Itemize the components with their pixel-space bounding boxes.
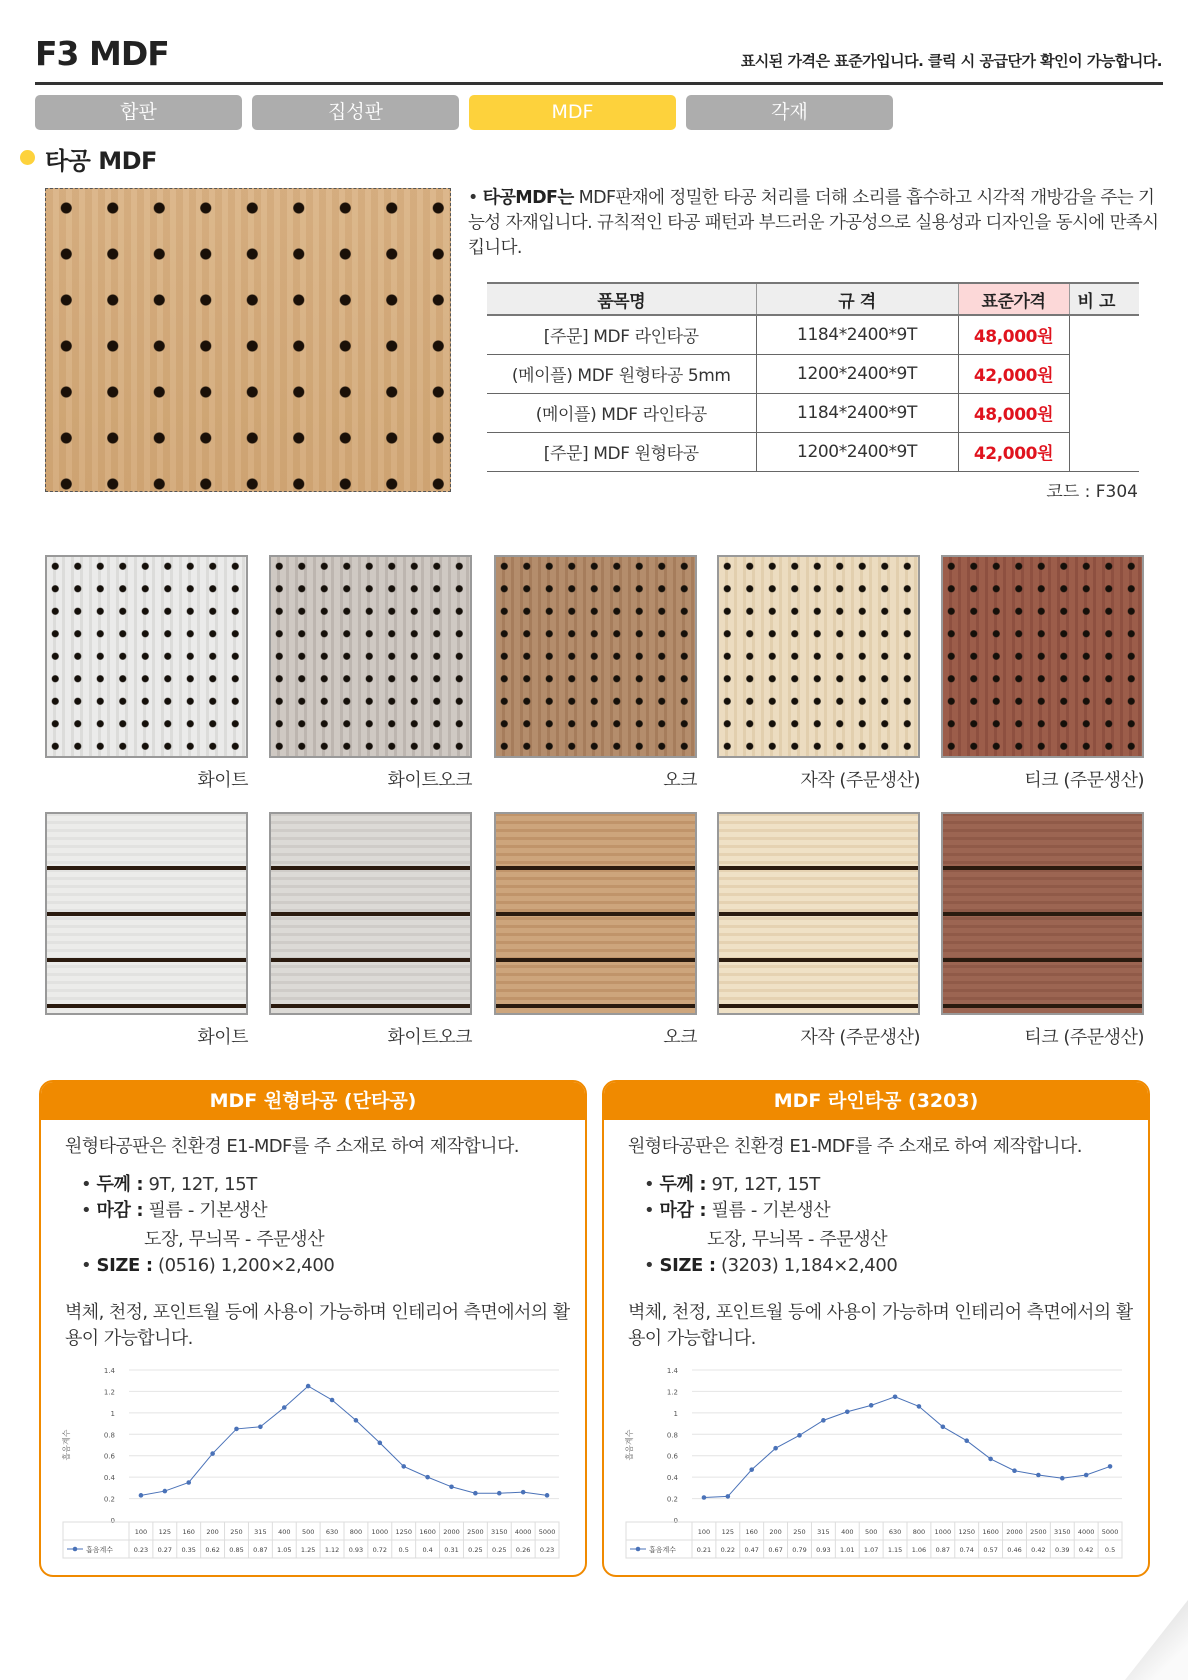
data-point (964, 1438, 969, 1443)
data-point (234, 1427, 239, 1432)
x-tick-label: 2500 (467, 1528, 484, 1536)
tab-lumber[interactable]: 각재 (686, 95, 893, 130)
y-tick-label: 1.4 (103, 1367, 115, 1375)
data-point (449, 1484, 454, 1489)
data-label: 0.57 (983, 1546, 998, 1554)
data-point (773, 1446, 778, 1451)
box-intro: 원형타공판은 친환경 E1-MDF를 주 소재로 하여 제작합니다. (628, 1136, 1082, 1157)
data-point (330, 1398, 335, 1403)
data-label: 0.74 (959, 1546, 974, 1554)
data-label: 1.01 (840, 1546, 855, 1554)
data-label: 1.05 (277, 1546, 292, 1554)
data-label: 0.23 (539, 1546, 555, 1554)
swatch-label: 자작 (주문생산) (800, 770, 920, 791)
data-label: 0.4 (422, 1546, 433, 1554)
spec-list (644, 1172, 897, 1279)
x-tick-label: 100 (134, 1528, 148, 1536)
legend-marker (636, 1547, 641, 1552)
item-name: (메이플) MDF 원형타공 5mm (487, 354, 756, 393)
item-name: [주문] MDF 라인타공 (487, 315, 756, 354)
spec-size: • SIZE : (0516) 1,200×2,400 (81, 1255, 335, 1276)
data-label: 0.5 (398, 1546, 409, 1554)
col-price: 표준가격 (958, 283, 1069, 315)
x-tick-label: 160 (745, 1528, 758, 1536)
y-tick-label: 0 (110, 1517, 115, 1525)
y-tick-label: 0.2 (103, 1495, 115, 1504)
x-tick-label: 160 (182, 1528, 195, 1536)
y-tick-label: 0.6 (666, 1452, 678, 1461)
y-tick-label: 1 (673, 1409, 678, 1418)
data-point (186, 1480, 191, 1485)
data-point (821, 1418, 826, 1423)
x-tick-label: 100 (697, 1528, 711, 1536)
data-point (845, 1409, 850, 1414)
data-point (893, 1394, 898, 1399)
data-label: 0.67 (768, 1546, 783, 1554)
size-label: SIZE : (96, 1255, 153, 1276)
x-tick-label: 250 (230, 1528, 243, 1536)
thickness-label: 두께 : (96, 1174, 144, 1195)
perforated-mdf-image (45, 188, 451, 492)
finish-value: 필름 - 기본생산 (706, 1200, 831, 1221)
spec-thickness: • 두께 : 9T, 12T, 15T (81, 1174, 257, 1195)
data-label: 0.21 (696, 1546, 712, 1554)
x-tick-label: 500 (301, 1528, 315, 1536)
x-tick-label: 800 (912, 1528, 926, 1536)
spec-thickness: • 두께 : 9T, 12T, 15T (644, 1174, 820, 1195)
swatch-label: 화이트오크 (387, 770, 472, 791)
x-tick-label: 200 (769, 1528, 782, 1536)
swatch-label: 자작 (주문생산) (800, 1027, 920, 1048)
x-tick-label: 1000 (371, 1528, 389, 1536)
data-label: 0.5 (1104, 1546, 1116, 1554)
data-label: 0.79 (792, 1546, 807, 1554)
box-usage: 벽체, 천정, 포인트월 등에 사용이 가능하며 인테리어 측면에서의 활용이 가능합니다. (628, 1302, 1133, 1349)
swatch-line-white-oak[interactable] (269, 812, 472, 1015)
data-label: 0.87 (253, 1546, 268, 1554)
data-label: 0.42 (1078, 1546, 1094, 1554)
product-description: • 타공MDF는 MDF판재에 정밀한 타공 처리를 더해 소리를 흡수하고 시각적 개방감을 주는 기능성 자재입니다. 규칙적인 타공 패턴과 부드러운 가공성으로 실용성과 디자인을 동시에 만족시킵니다. (468, 188, 1159, 258)
series-line (141, 1386, 547, 1495)
box-intro: 원형타공판은 친환경 E1-MDF를 주 소재로 하여 제작합니다. (65, 1136, 519, 1157)
legend-label: 흡음계수 (86, 1546, 114, 1554)
finish-label: 마감 : (96, 1200, 144, 1221)
data-point (941, 1424, 946, 1429)
x-tick-label: 125 (158, 1528, 172, 1536)
data-point (988, 1457, 993, 1462)
x-tick-label: 5000 (538, 1528, 556, 1536)
x-tick-label: 5000 (1101, 1528, 1119, 1536)
x-tick-label: 2000 (443, 1528, 460, 1536)
x-tick-label: 4000 (1077, 1528, 1095, 1536)
swatch-label: 화이트 (197, 1027, 248, 1048)
legend-marker (73, 1547, 78, 1552)
spec-finish-order: 도장, 무늬목 - 주문생산 (707, 1229, 888, 1250)
data-point (473, 1491, 478, 1496)
y-tick-label: 0.6 (103, 1452, 115, 1461)
data-label: 0.23 (133, 1546, 149, 1554)
data-point (1012, 1468, 1017, 1473)
table-row[interactable] (487, 393, 1139, 432)
data-point (545, 1493, 550, 1498)
size-value: (0516) 1,200×2,400 (152, 1255, 335, 1276)
swatch-line-birch[interactable] (717, 812, 920, 1015)
y-tick-label: 1.4 (666, 1367, 678, 1375)
price-table (487, 282, 1139, 472)
thickness-value: 9T, 12T, 15T (143, 1174, 257, 1195)
data-point (401, 1464, 406, 1469)
item-spec: 1184*2400*9T (756, 393, 958, 432)
spec-finish: • 마감 : 필름 - 기본생산 (81, 1200, 268, 1221)
table-row[interactable] (487, 432, 1139, 471)
section-bullet-icon (20, 150, 35, 165)
item-price[interactable]: 42,000원 (958, 432, 1069, 471)
tab-plywood[interactable]: 합판 (35, 95, 242, 130)
item-spec: 1200*2400*9T (756, 354, 958, 393)
line-perforation-box (602, 1080, 1150, 1577)
spec-size: • SIZE : (3203) 1,184×2,400 (644, 1255, 898, 1276)
data-label: 0.31 (444, 1546, 459, 1554)
page-curl (1098, 1600, 1188, 1680)
x-tick-label: 1600 (982, 1528, 999, 1536)
box-title: MDF 라인타공 (3203) (604, 1082, 1148, 1120)
legend-label: 흡음계수 (649, 1546, 677, 1554)
x-tick-label: 315 (254, 1528, 267, 1536)
table-row[interactable] (487, 315, 1139, 354)
x-tick-label: 400 (278, 1528, 291, 1536)
finish-label: 마감 : (659, 1200, 707, 1221)
x-tick-label: 2500 (1030, 1528, 1047, 1536)
data-label: 0.25 (492, 1546, 507, 1554)
col-spec: 규 격 (756, 283, 958, 315)
x-tick-label: 200 (206, 1528, 219, 1536)
item-spec: 1200*2400*9T (756, 432, 958, 471)
size-label: SIZE : (659, 1255, 716, 1276)
data-label: 1.15 (887, 1546, 903, 1554)
data-point (1084, 1473, 1089, 1478)
thickness-label: 두께 : (659, 1174, 707, 1195)
swatch-label: 화이트 (197, 770, 248, 791)
data-point (210, 1451, 215, 1456)
swatch-label: 티크 (주문생산) (1024, 770, 1144, 791)
data-point (425, 1475, 430, 1480)
data-label: 1.25 (300, 1546, 316, 1554)
spec-list (81, 1172, 334, 1279)
y-tick-label: 0.2 (666, 1495, 678, 1504)
data-label: 0.85 (229, 1546, 244, 1554)
x-tick-label: 1000 (934, 1528, 952, 1536)
data-point (258, 1424, 263, 1429)
swatch-label: 오크 (663, 770, 697, 791)
data-point (282, 1405, 287, 1410)
swatch-round-white[interactable] (45, 555, 248, 758)
data-label: 0.22 (720, 1546, 736, 1554)
col-item-name: 품목명 (487, 283, 756, 315)
data-point (497, 1491, 502, 1496)
data-point (354, 1418, 359, 1423)
y-tick-label: 0 (673, 1517, 678, 1525)
x-tick-label: 630 (325, 1528, 339, 1536)
item-name: [주문] MDF 원형타공 (487, 432, 756, 471)
swatch-line-teak[interactable] (941, 812, 1144, 1015)
data-label: 0.25 (468, 1546, 483, 1554)
x-tick-label: 125 (721, 1528, 735, 1536)
y-axis-label: 흡음계수 (62, 1429, 71, 1461)
item-note (1069, 315, 1139, 471)
swatch-round-birch[interactable] (717, 555, 920, 758)
data-label: 0.93 (348, 1546, 364, 1554)
x-tick-label: 2000 (1006, 1528, 1023, 1536)
round-perforation-box (39, 1080, 587, 1577)
data-point (1108, 1464, 1113, 1469)
swatch-round-white-oak[interactable] (269, 555, 472, 758)
y-axis-label: 흡음계수 (625, 1429, 634, 1461)
item-price[interactable]: 48,000원 (958, 393, 1069, 432)
x-tick-label: 1250 (395, 1528, 412, 1536)
data-label: 1.12 (324, 1546, 340, 1554)
data-label: 1.06 (911, 1546, 927, 1554)
x-tick-label: 4000 (514, 1528, 532, 1536)
swatch-label: 오크 (663, 1027, 697, 1048)
data-label: 0.62 (205, 1546, 220, 1554)
data-label: 0.27 (157, 1546, 173, 1554)
y-tick-label: 0.4 (666, 1474, 678, 1483)
x-tick-label: 250 (793, 1528, 806, 1536)
data-label: 0.87 (935, 1546, 951, 1554)
x-tick-label: 1250 (958, 1528, 975, 1536)
item-price[interactable]: 48,000원 (958, 315, 1069, 354)
tab-laminated-board[interactable]: 집성판 (252, 95, 459, 130)
data-point (521, 1490, 526, 1495)
spec-finish: • 마감 : 필름 - 기본생산 (644, 1200, 831, 1221)
data-point (797, 1433, 802, 1438)
swatch-line-white[interactable] (45, 812, 248, 1015)
y-tick-label: 1.2 (666, 1388, 678, 1397)
data-label: 0.93 (816, 1546, 831, 1554)
x-tick-label: 315 (817, 1528, 830, 1536)
data-label: 1.07 (863, 1546, 879, 1554)
data-point (726, 1494, 731, 1499)
x-tick-label: 1600 (419, 1528, 436, 1536)
price-notice: 표시된 가격은 표준가입니다. 클릭 시 공급단가 확인이 가능합니다. (740, 52, 1162, 70)
table-row[interactable] (487, 354, 1139, 393)
data-label: 0.39 (1055, 1546, 1070, 1554)
tab-mdf[interactable]: MDF (469, 95, 676, 130)
item-spec: 1184*2400*9T (756, 315, 958, 354)
absorption-chart-line (622, 1362, 1132, 1562)
data-point (702, 1495, 707, 1500)
swatch-label: 화이트오크 (387, 1027, 472, 1048)
absorption-chart-round (59, 1362, 569, 1562)
description-bold: 타공MDF는 (482, 188, 574, 208)
x-tick-label: 400 (841, 1528, 854, 1536)
section-title: 타공 MDF (45, 147, 157, 175)
data-point (1060, 1476, 1065, 1481)
data-point (163, 1489, 168, 1494)
y-tick-label: 1.2 (103, 1388, 115, 1397)
x-tick-label: 800 (349, 1528, 363, 1536)
data-point (917, 1404, 922, 1409)
box-usage: 벽체, 천정, 포인트월 등에 사용이 가능하며 인테리어 측면에서의 활용이 가능합니다. (65, 1302, 570, 1349)
page-title: F3 MDF (35, 34, 169, 73)
data-label: 0.72 (372, 1546, 388, 1554)
y-tick-label: 1 (110, 1409, 115, 1418)
y-tick-label: 0.4 (103, 1474, 115, 1483)
data-label: 0.26 (515, 1546, 531, 1554)
swatch-round-teak[interactable] (941, 555, 1144, 758)
item-price[interactable]: 42,000원 (958, 354, 1069, 393)
data-point (139, 1493, 144, 1498)
x-tick-label: 3150 (491, 1528, 508, 1536)
data-label: 0.46 (1007, 1546, 1022, 1554)
data-point (869, 1403, 874, 1408)
swatch-line-oak[interactable] (494, 812, 697, 1015)
data-point (1036, 1473, 1041, 1478)
swatch-round-oak[interactable] (494, 555, 697, 758)
y-tick-label: 0.8 (103, 1431, 115, 1440)
swatch-label: 티크 (주문생산) (1024, 1027, 1144, 1048)
item-name: (메이플) MDF 라인타공 (487, 393, 756, 432)
size-value: (3203) 1,184×2,400 (715, 1255, 898, 1276)
box-title: MDF 원형타공 (단타공) (41, 1082, 585, 1120)
thickness-value: 9T, 12T, 15T (706, 1174, 820, 1195)
description-text: MDF판재에 정밀한 타공 처리를 더해 소리를 흡수하고 시각적 개방감을 주는 기능성 자재입니다. 규칙적인 타공 패턴과 부드러운 가공성으로 실용성과 디자인을 동시에 만족시킵니다. (468, 188, 1159, 258)
x-tick-label: 500 (864, 1528, 878, 1536)
spec-finish-order: 도장, 무늬목 - 주문생산 (144, 1229, 325, 1250)
data-label: 0.47 (744, 1546, 759, 1554)
x-tick-label: 3150 (1054, 1528, 1071, 1536)
data-point (306, 1384, 311, 1389)
product-code: 코드 : F304 (1046, 482, 1138, 502)
title-divider (35, 82, 1163, 85)
data-point (378, 1441, 383, 1446)
x-tick-label: 630 (888, 1528, 902, 1536)
data-label: 0.35 (181, 1546, 196, 1554)
data-label: 0.42 (1031, 1546, 1046, 1554)
series-line (704, 1397, 1110, 1498)
finish-value: 필름 - 기본생산 (143, 1200, 268, 1221)
data-point (749, 1467, 754, 1472)
col-note: 비 고 (1069, 283, 1139, 315)
y-tick-label: 0.8 (666, 1431, 678, 1440)
